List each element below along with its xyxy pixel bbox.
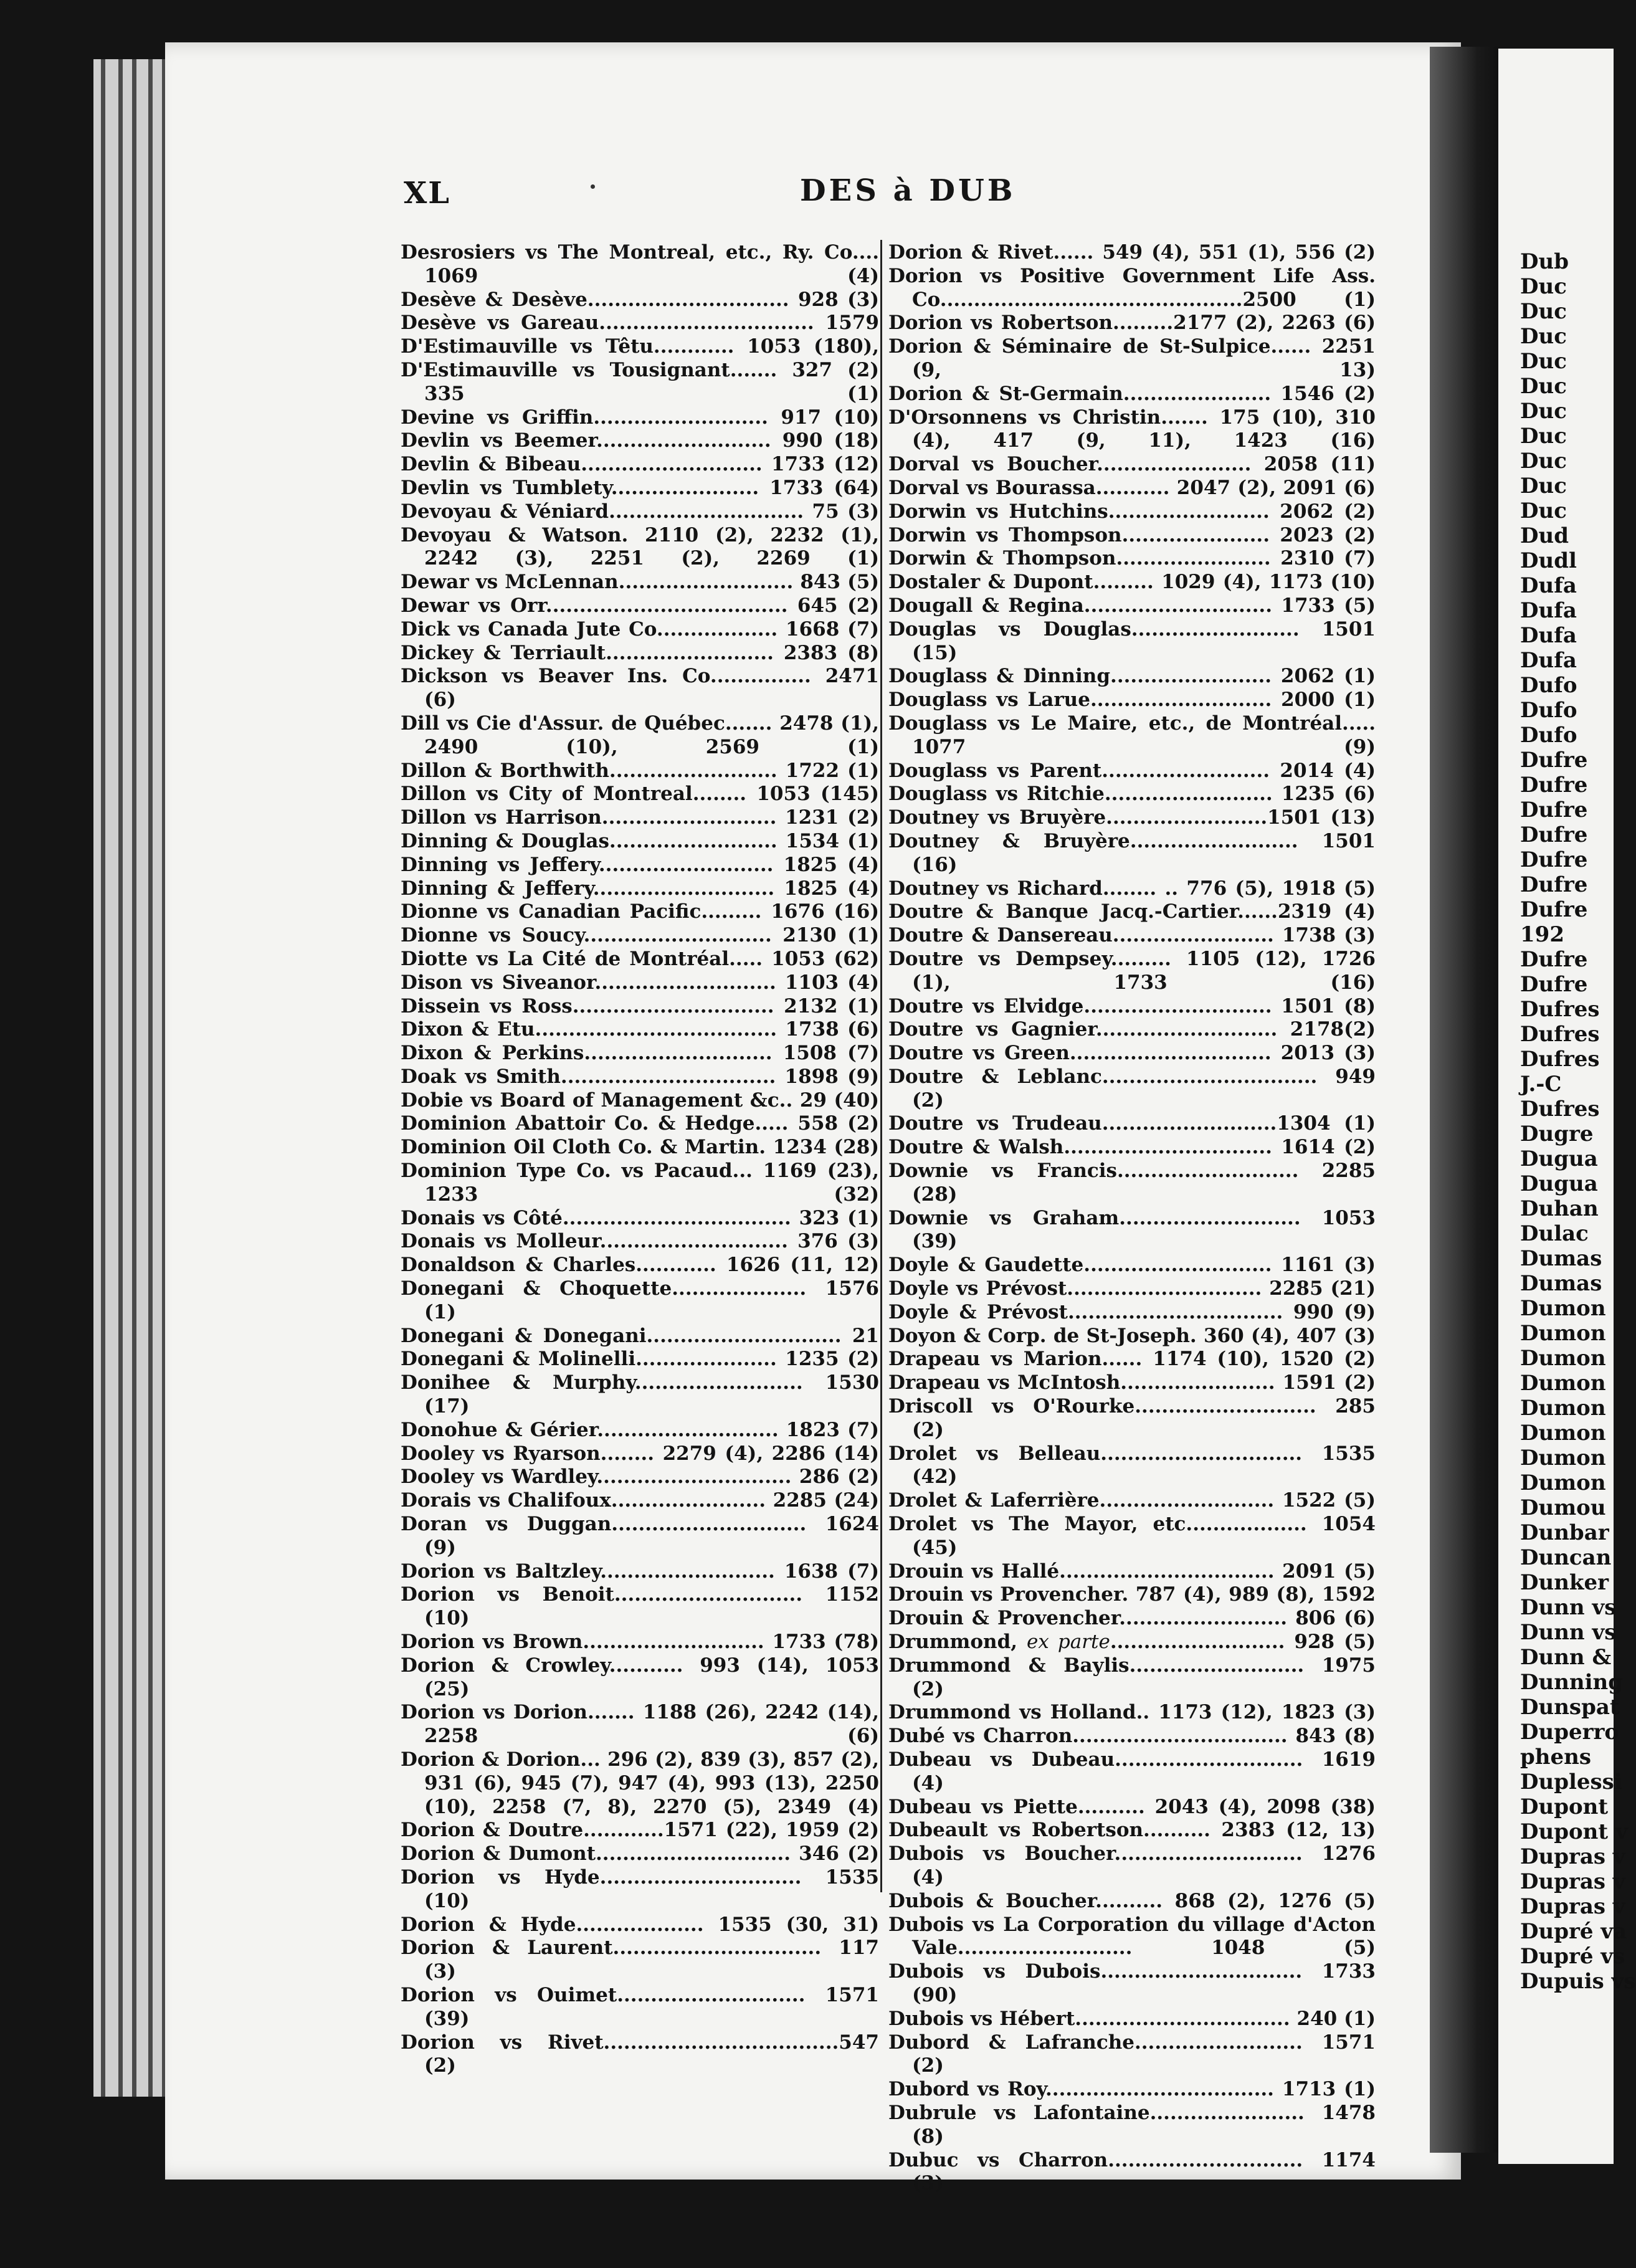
index-entry: D'Estimauville vs Têtu............ 1053 (180),: [401, 335, 879, 358]
facing-page-fragment: Duc: [1520, 349, 1567, 374]
index-entry: Donegani & Choquette.................... 1576 (1): [401, 1277, 879, 1323]
facing-page-fragment: Duc: [1520, 274, 1567, 299]
book-gutter: [1430, 47, 1498, 2153]
facing-page-fragment: Dunker: [1520, 1570, 1609, 1595]
index-entry: Dissein vs Ross.............................. 2132 (1): [401, 994, 879, 1017]
index-entry: Dobie vs Board of Management &c.. 29 (40): [401, 1089, 879, 1112]
index-entry: Devlin vs Beemer.......................... 990 (18): [401, 429, 879, 452]
facing-page-fragment: Dufre: [1520, 897, 1588, 922]
index-entry: Dubrule vs Lafontaine....................... 1478 (8): [888, 2101, 1376, 2148]
facing-page-fragment: Duc: [1520, 299, 1567, 324]
index-entry: Drolet vs The Mayor, etc.................. 1054 (45): [888, 1513, 1376, 1559]
index-entry: Dorwin vs Hutchins........................ 2062 (2): [888, 500, 1376, 523]
index-entry: Dorion vs Ouimet............................ 1571 (39): [401, 1983, 879, 2030]
index-entry: Douglass vs Le Maire, etc., de Montréal..... 1077 (9): [888, 712, 1376, 758]
index-entry: Dorion & Séminaire de St-Sulpice...... 2251 (9, 13): [888, 335, 1376, 381]
index-entry: Dubé vs Charron................................ 843 (8): [888, 1725, 1376, 1748]
facing-page-fragment: Dufre: [1520, 847, 1588, 872]
facing-page-fragment: Dugua: [1520, 1171, 1598, 1196]
index-entry: Dewar vs Orr.................................... 645 (2): [401, 594, 879, 617]
index-entry: D'Orsonnens vs Christin....... 175 (10), 310 (4), 417 (9, 11), 1423 (16): [888, 406, 1376, 452]
index-entry: Douglas vs Douglas......................... 1501 (15): [888, 617, 1376, 664]
index-entry: Dorion vs Benoit............................ 1152 (10): [401, 1583, 879, 1630]
index-entry: Dubuc vs Charron............................. 1174 (3): [888, 2148, 1376, 2195]
facing-page-fragment: Dumas: [1520, 1271, 1602, 1296]
index-column-right: [888, 241, 1376, 2196]
index-entry: Dorion & Dumont............................. 346 (2): [401, 1842, 879, 1865]
facing-page-fragment: Dunning: [1520, 1670, 1624, 1695]
index-entry: Donais vs Molleur............................ 376 (3): [401, 1230, 879, 1253]
facing-page-fragment: J.-C: [1520, 1072, 1562, 1097]
facing-page-fragment: Duc: [1520, 324, 1567, 349]
facing-page-fragment: Dunn vs: [1520, 1620, 1617, 1645]
facing-page-fragment: Dufres: [1520, 1047, 1600, 1072]
index-entry: Dorval vs Bourassa........... 2047 (2), 2091 (6): [888, 476, 1376, 499]
print-speck: [591, 184, 595, 189]
index-entry: Dorion vs Robertson.........2177 (2), 2263 (6): [888, 312, 1376, 335]
facing-page-fragment: Dumas: [1520, 1246, 1602, 1271]
index-entry: Drolet & Laferrière.......................... 1522 (5): [888, 1489, 1376, 1512]
facing-page-fragment: Duc: [1520, 424, 1567, 449]
index-entry: Doyle vs Prévost............................. 2285 (21): [888, 1277, 1376, 1300]
index-entry: Dillon vs Harrison.......................... 1231 (2): [401, 806, 879, 829]
index-entry: Dorion vs Baltzley.......................... 1638 (7): [401, 1560, 879, 1583]
index-entry: Dougall & Regina............................ 1733 (5): [888, 594, 1376, 617]
index-entry: Drouin vs Provencher. 787 (4), 989 (8), 1592: [888, 1583, 1376, 1606]
index-entry: Drapeau vs McIntosh....................... 1591 (2): [888, 1371, 1376, 1394]
facing-page-fragment: Dufre: [1520, 947, 1588, 972]
facing-page-fragment: Dunn &: [1520, 1645, 1612, 1670]
facing-page-fragment: Duc: [1520, 374, 1567, 399]
index-entry: Drolet vs Belleau.............................. 1535 (42): [888, 1442, 1376, 1489]
facing-page-fragment: Dugua: [1520, 1146, 1598, 1171]
index-entry: Douglass & Dinning........................ 2062 (1): [888, 665, 1376, 688]
index-entry: Donegani & Donegani............................. 21: [401, 1324, 879, 1347]
index-entry: Dubois vs Hébert................................ 240 (1): [888, 2007, 1376, 2030]
facing-page-fragment: Duc: [1520, 449, 1567, 474]
index-entry: Dorion & Crowley........... 993 (14), 1053 (25): [401, 1654, 879, 1700]
index-entry: Drapeau vs Marion...... 1174 (10), 1520 (2): [888, 1348, 1376, 1371]
facing-page-fragment: Dupont: [1520, 1794, 1609, 1819]
index-entry: Dorion vs Dorion....... 1188 (26), 2242 (14), 2258 (6): [401, 1701, 879, 1748]
index-entry: Dorion & Rivet...... 549 (4), 551 (1), 556 (2): [888, 241, 1376, 264]
index-entry: Dinning vs Jeffery.......................... 1825 (4): [401, 853, 879, 876]
index-entry: Drouin & Provencher......................... 806 (6): [888, 1607, 1376, 1630]
page-number: XL: [404, 176, 450, 211]
index-entry: Dorion vs Hyde.............................. 1535 (10): [401, 1865, 879, 1912]
facing-page-fragment: Dufre: [1520, 822, 1588, 847]
facing-page-fragment: Dufre: [1520, 972, 1588, 997]
index-entry: Dorion vs Rivet...................................547 (2): [401, 2031, 879, 2077]
facing-page-fragment: Dufo: [1520, 723, 1577, 748]
index-entry: Dorion vs Positive Government Life Ass. Co.............................................2500 (1): [888, 264, 1376, 311]
index-entry: Dominion Oil Cloth Co. & Martin. 1234 (28): [401, 1136, 879, 1159]
index-entry: Drummond vs Holland.. 1173 (12), 1823 (3): [888, 1701, 1376, 1724]
facing-page-fragment: Dumon: [1520, 1346, 1606, 1371]
index-entry: Dill vs Cie d'Assur. de Québec....... 2478 (1), 2490 (10), 2569 (1): [401, 712, 879, 758]
index-entry: Dorion & Doutre............1571 (22), 1959 (2): [401, 1819, 879, 1842]
facing-page-fragment: Dub: [1520, 249, 1569, 274]
index-entry: Desève & Desève.............................. 928 (3): [401, 288, 879, 311]
page-title: DES à DUB: [800, 173, 1016, 208]
facing-page-fragment: Duperro: [1520, 1720, 1619, 1745]
facing-page-fragment: Dupont v: [1520, 1819, 1628, 1844]
index-entry: Dubois & Boucher.......... 868 (2), 1276 (5): [888, 1889, 1376, 1912]
index-entry: Doutney & Bruyère......................... 1501 (16): [888, 829, 1376, 876]
facing-page-fragment: Dufres: [1520, 1022, 1600, 1047]
facing-page-fragment: Dupras v: [1520, 1894, 1625, 1919]
index-entry: Devoyau & Véniard............................. 75 (3): [401, 500, 879, 523]
index-entry: Donegani & Molinelli..................... 1235 (2): [401, 1348, 879, 1371]
index-entry: Donaldson & Charles............ 1626 (11, 12): [401, 1254, 879, 1277]
index-entry: Dillon & Borthwith......................... 1722 (1): [401, 759, 879, 782]
facing-page-fragment: Dupuis vs: [1520, 1969, 1636, 1994]
facing-page-fragment: Dufo: [1520, 698, 1577, 723]
index-entry: Dionne vs Soucy............................ 2130 (1): [401, 924, 879, 947]
index-entry: Dooley vs Wardley............................. 286 (2): [401, 1465, 879, 1489]
facing-page-fragment: Dulac: [1520, 1221, 1589, 1246]
index-entry: Dooley vs Ryarson........ 2279 (4), 2286 (14): [401, 1442, 879, 1465]
facing-page-fragment: Dumon: [1520, 1321, 1606, 1346]
index-entry: Dillon vs City of Montreal........ 1053 (145): [401, 783, 879, 806]
index-entry: Drummond & Baylis.......................... 1975 (2): [888, 1654, 1376, 1700]
index-entry: Doran vs Duggan............................. 1624 (9): [401, 1513, 879, 1559]
index-entry: Dubois vs Dubois.............................. 1733 (90): [888, 1960, 1376, 2006]
column-divider: [880, 240, 882, 1892]
index-entry: Driscoll vs O'Rourke........................... 285 (2): [888, 1395, 1376, 1441]
index-entry: Dixon & Etu.................................... 1738 (6): [401, 1018, 879, 1041]
index-entry: Dorion vs Brown........................... 1733 (78): [401, 1631, 879, 1654]
index-entry: Dubeau vs Piette.......... 2043 (4), 2098 (38): [888, 1795, 1376, 1818]
index-entry: Doyle & Gaudette............................ 1161 (3): [888, 1254, 1376, 1277]
page-stack-edge: [93, 59, 171, 2097]
index-entry: Dickson vs Beaver Ins. Co............... 2471 (6): [401, 665, 879, 712]
index-entry: Doak vs Smith................................ 1898 (9): [401, 1065, 879, 1088]
facing-page-fragment: Dugre: [1520, 1122, 1594, 1146]
index-entry: Dubois vs La Corporation du village d'Acton Vale.......................... 1048 (5): [888, 1913, 1376, 1960]
facing-page-fragment: Dumon: [1520, 1296, 1606, 1321]
facing-page-fragment: Dupras v: [1520, 1844, 1625, 1869]
facing-page-fragment: Dupré vs: [1520, 1944, 1625, 1969]
index-entry: Downie vs Francis........................... 2285 (28): [888, 1160, 1376, 1206]
index-entry: Dubord vs Roy.................................. 1713 (1): [888, 2078, 1376, 2101]
index-entry: Drummond, ex parte.......................... 928 (5): [888, 1631, 1376, 1654]
index-entry: Dubord & Lafranche......................... 1571 (2): [888, 2031, 1376, 2077]
index-entry: Devlin vs Tumblety...................... 1733 (64): [401, 476, 879, 499]
facing-page-fragment: Dunspat: [1520, 1695, 1620, 1720]
index-entry: Doutney vs Richard........ .. 776 (5), 1918 (5): [888, 877, 1376, 900]
facing-page-fragment: Dufa: [1520, 623, 1577, 648]
index-entry: Doutre & Walsh............................... 1614 (2): [888, 1136, 1376, 1159]
facing-page-index-fragments: [1520, 249, 1636, 1994]
index-entry: Dixon & Perkins............................ 1508 (7): [401, 1042, 879, 1065]
facing-page-fragment: Dufre: [1520, 748, 1588, 773]
index-entry: Diotte vs La Cité de Montréal..... 1053 (62): [401, 947, 879, 970]
index-entry: Dorwin vs Thompson...................... 2023 (2): [888, 523, 1376, 546]
index-entry: Devlin & Bibeau........................... 1733 (12): [401, 453, 879, 476]
facing-page-fragment: Dumon: [1520, 1421, 1606, 1446]
index-entry: Dostaler & Dupont......... 1029 (4), 1173 (10): [888, 571, 1376, 594]
index-entry: Donais vs Côté.................................. 323 (1): [401, 1206, 879, 1229]
facing-page-fragment: Dumon: [1520, 1446, 1606, 1470]
index-entry: Dinning & Jeffery........................... 1825 (4): [401, 877, 879, 900]
index-entry: Doutre vs Elvidge............................ 1501 (8): [888, 994, 1376, 1017]
index-entry: Dick vs Canada Jute Co.................. 1668 (7): [401, 617, 879, 641]
index-entry: Doutre vs Green.............................. 2013 (3): [888, 1042, 1376, 1065]
index-entry: Donihee & Murphy......................... 1530 (17): [401, 1371, 879, 1418]
index-entry: Douglass vs Larue........................... 2000 (1): [888, 688, 1376, 712]
facing-page-fragment: Dufa: [1520, 648, 1577, 673]
index-entry: Dewar vs McLennan.......................... 843 (5): [401, 571, 879, 594]
index-entry: Doutney vs Bruyère........................1501 (13): [888, 806, 1376, 829]
index-entry: Dubeau vs Dubeau............................ 1619 (4): [888, 1748, 1376, 1794]
index-entry: Dubeault vs Robertson.......... 2383 (12, 13): [888, 1819, 1376, 1842]
facing-page-fragment: Dupré va: [1520, 1919, 1627, 1944]
facing-page-fragment: Dufo: [1520, 673, 1577, 698]
facing-page-fragment: Dudl: [1520, 548, 1577, 573]
facing-page-fragment: Dufres: [1520, 997, 1600, 1022]
index-entry: Donohue & Gérier........................... 1823 (7): [401, 1418, 879, 1441]
index-entry: Dominion Type Co. vs Pacaud... 1169 (23), 1233 (32): [401, 1160, 879, 1206]
facing-page-fragment: Dumou: [1520, 1495, 1606, 1520]
facing-page-fragment: Duhan: [1520, 1196, 1599, 1221]
facing-page-fragment: Dupras v: [1520, 1869, 1625, 1894]
index-column-left: [401, 241, 879, 2078]
index-entry: Devine vs Griffin.......................... 917 (10): [401, 406, 879, 429]
facing-page-fragment: Duncan: [1520, 1545, 1612, 1570]
index-entry: Doutre & Dansereau........................ 1738 (3): [888, 924, 1376, 947]
facing-page-fragment: Dufres: [1520, 1097, 1600, 1122]
facing-page-fragment: Dumon: [1520, 1371, 1606, 1396]
index-entry: Douglass vs Parent......................... 2014 (4): [888, 759, 1376, 782]
facing-page-fragment: Dumon: [1520, 1396, 1606, 1421]
facing-page-fragment: 192: [1520, 922, 1564, 947]
facing-page-fragment: Duplessi: [1520, 1770, 1622, 1794]
index-entry: Doutre & Banque Jacq.-Cartier......2319 (4): [888, 900, 1376, 923]
facing-page-fragment: Dud: [1520, 523, 1569, 548]
index-entry: Dionne vs Canadian Pacific......... 1676 (16): [401, 900, 879, 923]
facing-page-fragment: Duc: [1520, 474, 1567, 498]
index-entry: Doyle & Prévost................................ 990 (9): [888, 1300, 1376, 1323]
index-entry: Doutre vs Trudeau..........................1304 (1): [888, 1112, 1376, 1135]
index-entry: Doutre vs Dempsey......... 1105 (12), 1726 (1), 1733 (16): [888, 947, 1376, 994]
index-entry: Douglass vs Ritchie......................... 1235 (6): [888, 783, 1376, 806]
facing-page-fragment: Dufre: [1520, 798, 1588, 822]
index-entry: Dorval vs Boucher....................... 2058 (11): [888, 453, 1376, 476]
index-entry: Doutre vs Gagnier........................... 2178(2): [888, 1018, 1376, 1041]
facing-page-fragment: Dumon: [1520, 1470, 1606, 1495]
index-entry: Dorwin & Thompson....................... 2310 (7): [888, 547, 1376, 570]
index-entry: Dorais vs Chalifoux....................... 2285 (24): [401, 1489, 879, 1512]
index-entry: Dorion & Laurent............................... 117 (3): [401, 1937, 879, 1983]
index-entry: Dubois vs Boucher............................ 1276 (4): [888, 1842, 1376, 1889]
index-entry: Dorion & St-Germain...................... 1546 (2): [888, 382, 1376, 405]
index-entry: Desrosiers vs The Montreal, etc., Ry. Co.... 1069 (4): [401, 241, 879, 287]
facing-page-fragment: Dufre: [1520, 872, 1588, 897]
facing-page-fragment: Dunbar: [1520, 1520, 1609, 1545]
index-entry: Dominion Abattoir Co. & Hedge..... 558 (2): [401, 1112, 879, 1135]
index-entry: Doutre & Leblanc................................ 949 (2): [888, 1065, 1376, 1112]
index-entry: Drouin vs Hallé................................ 2091 (5): [888, 1560, 1376, 1583]
facing-page-fragment: phens: [1520, 1745, 1591, 1770]
facing-page-fragment: Dufre: [1520, 773, 1588, 798]
facing-page-fragment: Duc: [1520, 399, 1567, 424]
index-entry: Dorion & Hyde................... 1535 (30, 31): [401, 1913, 879, 1936]
index-entry: Downie vs Graham........................... 1053 (39): [888, 1206, 1376, 1253]
facing-page-fragment: Dufa: [1520, 598, 1577, 623]
index-entry: D'Estimauville vs Tousignant....... 327 (2) 335 (1): [401, 358, 879, 405]
index-entry: Dorion & Dorion... 296 (2), 839 (3), 857 (2), 931 (6), 945 (7), 947 (4), 993 (13), 2250 (10), 2258 (7, 8), 2270 (5), 2349 (4): [401, 1748, 879, 1818]
index-entry: Doyon & Corp. de St-Joseph. 360 (4), 407 (3): [888, 1324, 1376, 1347]
facing-page-fragment: Duc: [1520, 498, 1567, 523]
index-entry: Desève vs Gareau................................ 1579: [401, 312, 879, 335]
index-entry: Dison vs Siveanor........................... 1103 (4): [401, 971, 879, 994]
facing-page-fragment: Dufa: [1520, 573, 1577, 598]
facing-page-fragment: Dunn vs: [1520, 1595, 1617, 1620]
index-entry: Dickey & Terriault......................... 2383 (8): [401, 641, 879, 664]
index-entry: Dinning & Douglas......................... 1534 (1): [401, 829, 879, 852]
index-entry: Devoyau & Watson. 2110 (2), 2232 (1), 2242 (3), 2251 (2), 2269 (1): [401, 523, 879, 570]
